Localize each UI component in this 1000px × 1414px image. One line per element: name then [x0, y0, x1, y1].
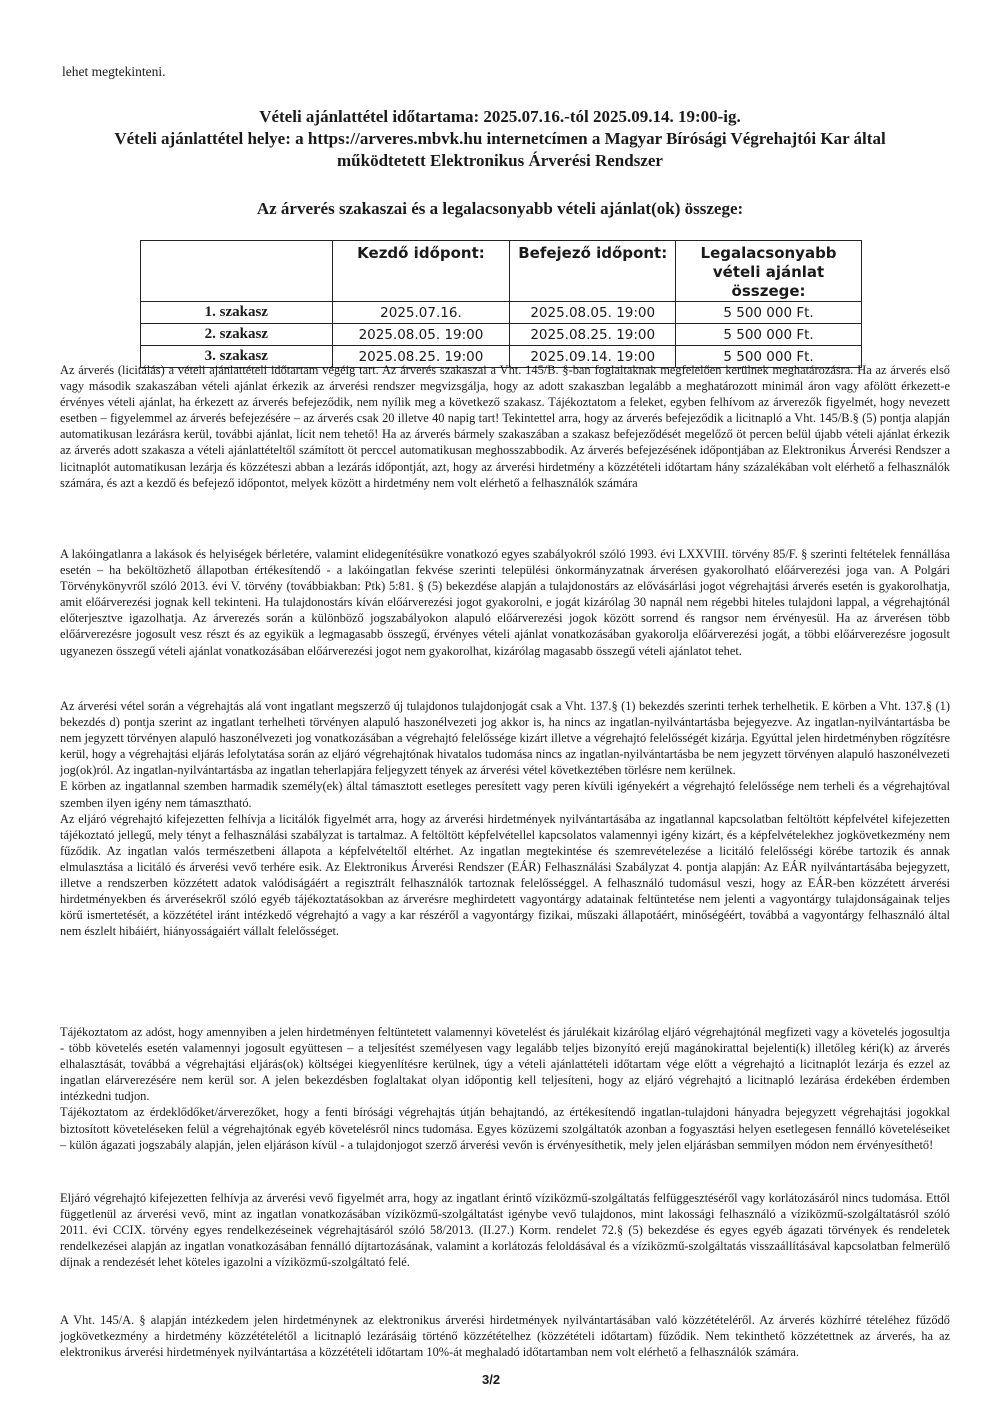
- publication-paragraph: [60, 1312, 950, 1360]
- auction-stages-table: [140, 240, 862, 368]
- paragraph-text: Az eljáró végrehajtó kifejezetten felhívja a licitálók figyelmét arra, hogy az árverési hirdetmények nyilvántartásába az ingatlannal kapcsolatban feltöltött képfelvétel kifejezetten tájékoztató jellegű, mely tényt a felhasználási szabályzat is tartalmaz. A feltöltött képfelvétellel kapcsolatos valamennyi igény kizárt, és a képfelvételekhez jogkövetkezmény nem fűződik. Az ingatlan valós természetbeni állapota a képfelvételtől eltérhet. Az ingatlan megtekintése és szemrevételezése a licitáló felelősségi körébe tartozik és annak elmulasztása a licitáló és árverési vevő terhére esik. Az Elektronikus Árverési Rendszer (EÁR) Felhasználási Szabályzat 4. pontja alapján: Az EÁR nyilvántartásába bejegyzett, illetve a rendszerben közzétett adatok valódiságáért a regisztrált felhasználók tartoznak felelősséggel. A felhasználó tudomásul veszi, hogy az EÁR-ben közzétett árverési hirdetményekben és árverésekről szóló egyéb tájékoztatásokban az árverésre meghirdetett vagyontárgy adatainak feltüntetése nem jelenti a vagyontárgy tulajdonságainak teljes körű ismertetését, a közzététel iránt intézkedő végrehajtó a vagy a kar részéről a vagyontárgy fizikai, műszaki állapotáért, minőségéért, továbbá a vagyontárgy felhasználó által nem észlelt hibáiért, hiányosságaiért vállalt felelősséget.: [60, 811, 950, 939]
- end-time: 2025.09.14. 19:00: [510, 346, 676, 368]
- paragraph-text: E körben az ingatlannal szemben harmadik személy(ek) által támasztott esetleges peresített vagy peren kívüli igényekért a végrehajtó felelőssége nem terheli és a végrehajtóval szemben ilyen igény nem támasztható.: [60, 779, 950, 810]
- debtor-notice-section: [60, 1024, 950, 1153]
- min-bid: 5 500 000 Ft.: [676, 302, 862, 324]
- table-header-cell: Kezdő időpont:: [332, 241, 510, 302]
- stages-heading: Az árverés szakaszai és a legalacsonyabb vételi ajánlat(ok) összege:: [256, 199, 744, 218]
- min-bid: 5 500 000 Ft.: [676, 324, 862, 346]
- paragraph-text: Eljáró végrehajtó kifejezetten felhívja az árverési vevő figyelmét arra, hogy az ingatlant érintő víziközmű-szolgáltatás felfüggesztéséről vagy korlátozásáról nincs tudomása. Ettől függetlenül az árverési vevő, mint az ingatlan vonatkozásában víziközmű-szolgáltatást igénybe vevő tulajdonos, mint lakossági felhasználó a víziközmű-szolgáltatásról szóló 2011. évi CCIX. törvény egyes rendelkezéseinek végrehajtásáról szóló 58/2013. (II.27.) Korm. rendelet 72.§ (5) bekezdése és egyes egyéb ágazati törvények és rendeletek rendelkezései alapján az ingatlan vonatkozásában fennálló díjtartozásának, valamint a korlátozás feloldásával és a víziközmű-szolgáltatás visszaállításával kapcsolatban felmerülő díjnak a rendezését lehet köteles igazolni a víziközmű-szolgáltató felé.: [60, 1191, 950, 1270]
- min-bid: 5 500 000 Ft.: [676, 346, 862, 368]
- intro-fragment: lehet megtekinteni.: [62, 64, 166, 79]
- bid-period-heading: Vételi ajánlattétel időtartama: 2025.07.16.-tól 2025.09.14. 19:00-ig.: [259, 107, 741, 126]
- start-time: 2025.08.25. 19:00: [332, 346, 510, 368]
- auction-duration-paragraph: [60, 362, 950, 491]
- stage-label: 1. szakasz: [141, 302, 333, 324]
- table-header-cell: [141, 241, 333, 302]
- paragraph-text: A lakóingatlanra a lakások és helyiségek bérletére, valamint elidegenítésükre vonatkozó egyes szabályokról szóló 1993. évi LXXVIII. törvény 85/F. § szerinti feltételek fennállása esetén – ha beköltözhető állapotban értékesítendő - a lakóingatlan fekvése szerinti települési önkormányzatnak árverésen gyakorolható előárverezési joga van. A Polgári Törvénykönyvről szóló 2013. évi V. törvény (továbbiakban: Ptk) 5:81. § (5) bekezdése alapján a tulajdonostárs az elővásárlási jogot végrehajtási árverés esetén is gyakorolhatja, amit előárverezési jognak kell tekinteni. Ha tulajdonostárs kíván előárverezési jogot gyakorolni, e jogát kizárólag 30 napnál nem régebbi hiteles tulajdoni lappal, a végrehajtónál előterjesztve igazolhatja. Az árverezés során a különböző jogszabályokon alapuló előárverezési jogok között sorrend és rangsor nem érvényesül. Ha az árverésen több előárverezésre jogosult vesz részt és az egyikük a legmagasabb összegű, érvényes vételi ajánlat vonatkozásában gyakorolja előárverezési jogát, a többi előárverezésre jogosult ugyanezen összegű vételi ajánlat vonatkozásában előárverezési jogot nem gyakorolhat, kizárólag magasabb összegű vételi ajánlatot tehet.: [60, 547, 950, 658]
- paragraph-text: Az árverési vétel során a végrehajtás alá vont ingatlant megszerző új tulajdonos tulajdonjogát csak a Vht. 137.§ (1) bekezdés szerinti terhek terhelhetik. E körben a Vht. 137.§ (1) bekezdés d) pontja szerint az ingatlant terhelheti törvényen alapuló haszonélvezeti jog akkor is, ha nincs az ingatlan-nyilvántartásba bejegyezve. Az ingatlan-nyilvántartásba be nem jegyzett törvényen alapuló haszonélvezeti jog vonatkozásában a végrehajtó felelőssége kizárt illetve a végrehajtó felelősségét kizárja. Egyúttal jelen hirdetményben rögzítésre kerül, hogy a végrehajtási eljárás lefolytatása során az eljáró végrehajtónak hivatalos tudomása nincs az ingatlan-nyilvántartásba be nem jegyzett törvényen alapuló haszonélvezeti jog(ok)ról. Az ingatlan-nyilvántartásba az ingatlan teherlapjára feljegyzett tények az árverési vétel következtében törlésre nem kerülnek.: [60, 699, 950, 778]
- preemption-right-paragraph: [60, 546, 950, 659]
- paragraph-text: Tájékoztatom az érdeklődőket/árverezőket, hogy a fenti bírósági végrehajtás útján behajtandó, az értékesítendő ingatlan-tulajdoni hányadra bejegyzett végrehajtási jogokkal biztosított követeléseken felül a végrehajtónak egyéb követelésről nincs tudomása. Egyes közüzemi szolgáltatók azonban a fogyasztási helyen esetlegesen fennálló követeléseiket – külön ágazati jogszabály alapján, jelen eljáráson kívül - a tulajdonjogot szerző árverési vevőn is érvényesíthetik, mely jelen eljárásban semmilyen módon nem érvényesíthető!: [60, 1105, 950, 1152]
- table-header-cell: Befejező időpont:: [510, 241, 676, 302]
- table-row: [141, 324, 862, 346]
- start-time: 2025.08.05. 19:00: [332, 324, 510, 346]
- page-number: 3/2: [482, 1372, 501, 1387]
- bid-place-heading-line2: működtetett Elektronikus Árverési Rendszer: [337, 151, 663, 170]
- water-utility-paragraph: [60, 1190, 950, 1270]
- encumbrance-section: [60, 698, 950, 939]
- paragraph-text: A Vht. 145/A. § alapján intézkedem jelen hirdetménynek az elektronikus árverési hirdetmények nyilvántartásában való közzétételéről. Az árverés közhírré tételéhez fűződő jogkövetkezmény a hirdetmény közzétételétől a licitnapló lezárásáig történő közzétételhez (közzétételi időtartam) fűződik. Nem tekinthető közzétettnek az árverés, ha az elektronikus árverési hirdetmények nyilvántartása a közzétételi időtartam 10%-át meghaladó időtartamban nem volt elérhető a felhasználók számára.: [60, 1313, 950, 1360]
- end-time: 2025.08.25. 19:00: [510, 324, 676, 346]
- start-time: 2025.07.16.: [332, 302, 510, 324]
- stage-label: 3. szakasz: [141, 346, 333, 368]
- table-header-row: [141, 241, 862, 302]
- stage-label: 2. szakasz: [141, 324, 333, 346]
- table-row: [141, 302, 862, 324]
- end-time: 2025.08.05. 19:00: [510, 302, 676, 324]
- table-header-cell: Legalacsonyabb vételi ajánlat összege:: [676, 241, 862, 302]
- bid-place-heading-line1: Vételi ajánlattétel helye: a https://arveres.mbvk.hu internetcímen a Magyar Bírósági Végrehajtói Kar által: [114, 129, 886, 148]
- paragraph-text: Az árverés (licitálás) a vételi ajánlattételi időtartam végéig tart. Az árverés szakaszai a Vht. 145/B. §-ban foglaltaknak megfelelően kerülnek meghatározásra. Ha az árverés első vagy második szakaszában vételi ajánlat érkezik az árverési rendszer megvizsgálja, hogy az adott szakaszban legalább a meghatározott minimál áron vagy afölött érkezett-e érvényes vételi ajánlat, ha érkezett az árverés befejeződik, nem nyílik meg a következő szakasz. Tájékoztatom a feleket, egyben felhívom az árverezők figyelmét, hogy nevezett esetben – figyelemmel az árverés befejezésére – az árverés csak 20 illetve 40 napig tart! Tekintettel arra, hogy az árverés befejeződik a licitnapló a Vht. 145/B.§ (5) pontja alapján automatikusan lezárásra kerül, további ajánlat, licit nem tehető! Ha az árverés bármely szakaszában a szakasz befejeződését megelőző öt percen belül újabb vételi ajánlat érkezik az árverés adott szakasza a vételi ajánlattételtől számított öt perccel automatikusan meghosszabbodik. Az árverés befejezésének időpontjában az Elektronikus Árverési Rendszer a licitnaplót automatikusan lezárja és közzéteszi abban a lezárás időpontját, azt, hogy az árverési hirdetmény a közzétételi időtartam hány százalékában volt elérhető a felhasználók számára, és azt a kezdő és befejező időpontot, melyek között a hirdetmény nem volt elérhető a felhasználók számára: [60, 363, 950, 490]
- paragraph-text: Tájékoztatom az adóst, hogy amennyiben a jelen hirdetményen feltüntetett valamennyi követelést és járulékait kizárólag eljáró végrehajtónál megfizeti vagy a követelés jogosultja - több követelés esetén valamennyi jogosult együttesen – a teljesítést személyesen vagy legalább teljes bizonyító erejű magánokirattal bejelenti(k) illetőleg kéri(k) az árverés elhalasztását, továbbá a végrehajtási eljárás(ok) költségei kiegyenlítésre kerülnek, úgy a vételi ajánlattételi időtartam vége előtt a végrehajtó a licitnaplót lezárja és ezzel az ingatlan elárverezésére nem kerül sor. A jelen bekezdésben foglaltakat olyan időpontig kell teljesíteni, hogy az eljáró végrehajtó a licitnapló lezárása érdekében érdemben intézkedni tudjon.: [60, 1025, 950, 1104]
